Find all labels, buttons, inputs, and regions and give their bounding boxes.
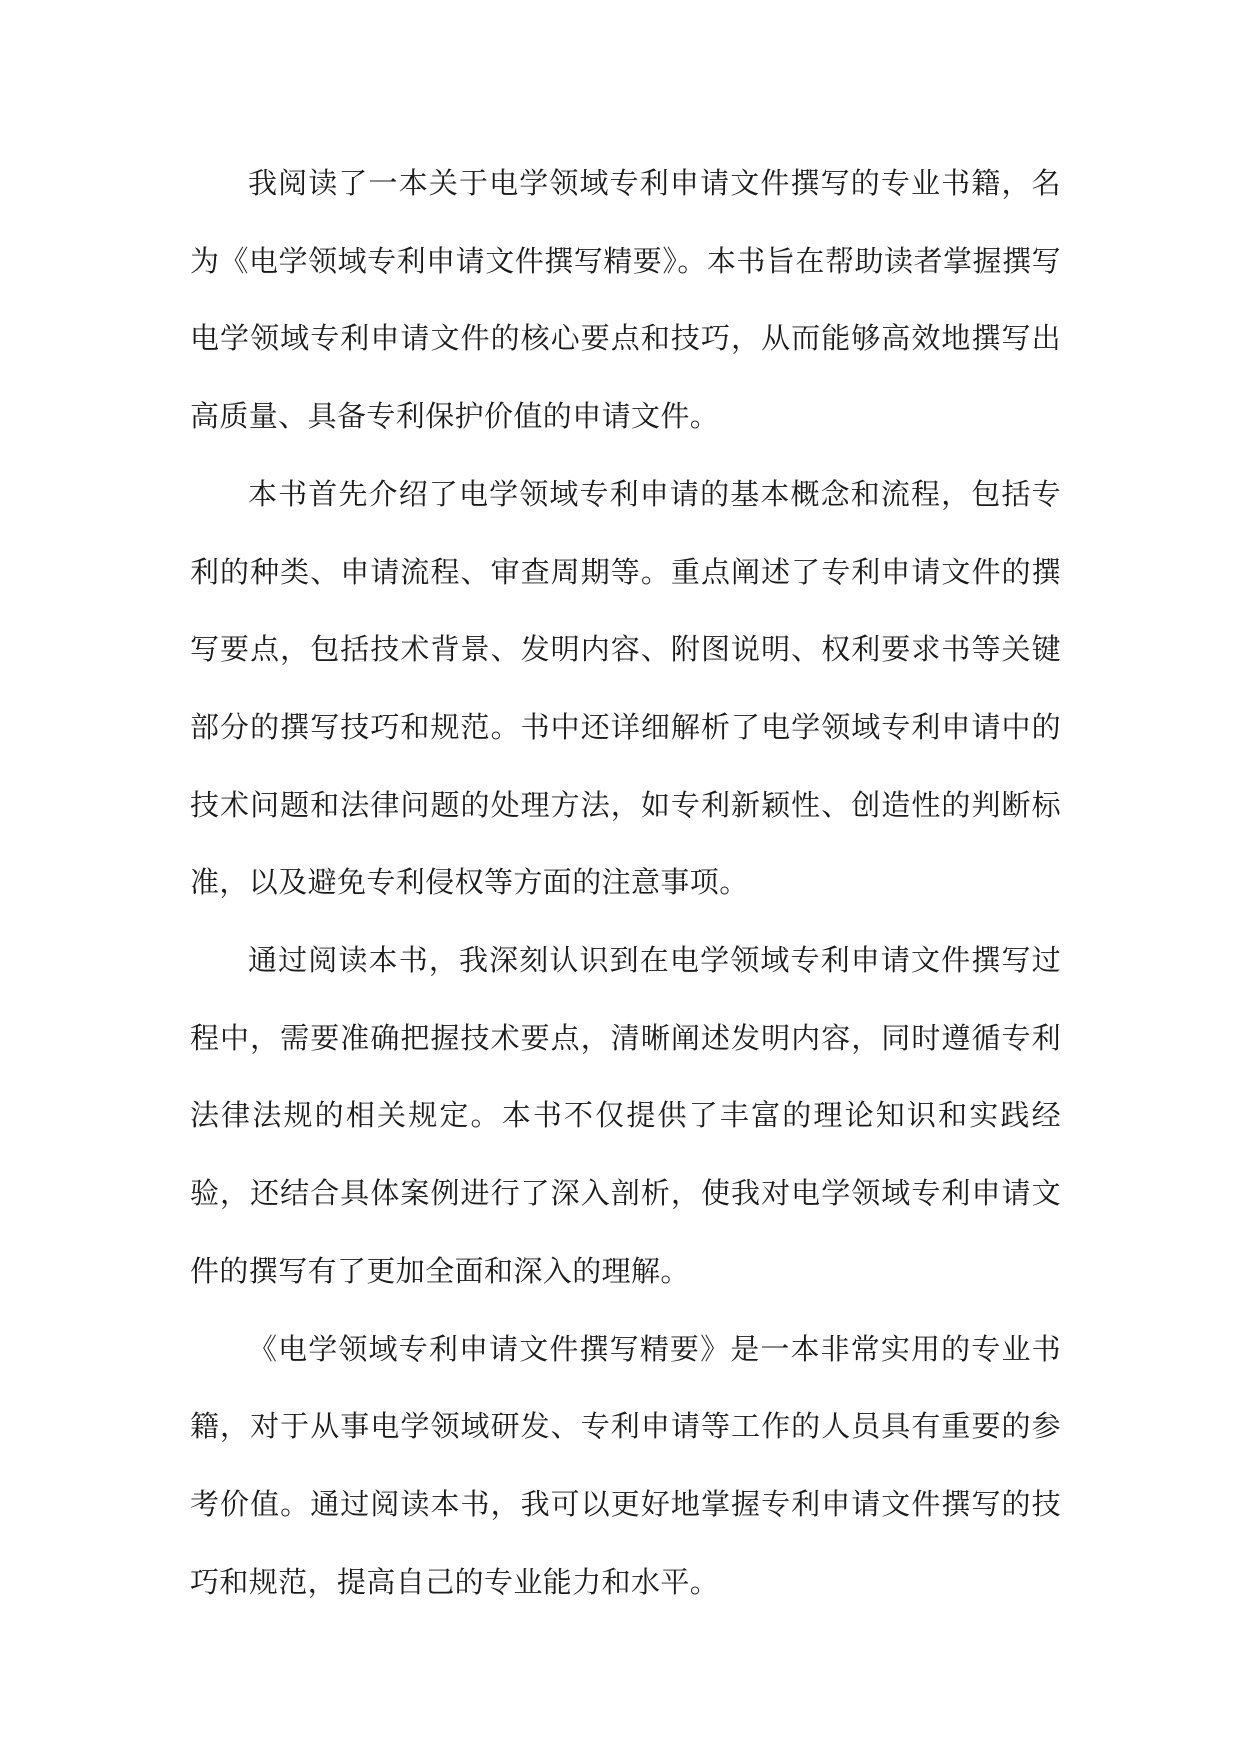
document-body	[190, 145, 1061, 1621]
paragraph-1: 我阅读了一本关于电学领域专利申请文件撰写的专业书籍，名为《电学领域专利申请文件撰写精要》。本书旨在帮助读者掌握撰写电学领域专利申请文件的核心要点和技巧，从而能够高效地撰写出高质量、具备专利保护价值的申请文件。	[190, 166, 1061, 434]
paragraph-3: 通过阅读本书，我深刻认识到在电学领域专利申请文件撰写过程中，需要准确把握技术要点，清晰阐述发明内容，同时遵循专利法律法规的相关规定。本书不仅提供了丰富的理论知识和实践经验，还结合具体案例进行了深入剖析，使我对电学领域专利申请文件的撰写有了更加全面和深入的理解。	[190, 943, 1061, 1288]
paragraph-2: 本书首先介绍了电学领域专利申请的基本概念和流程，包括专利的种类、申请流程、审查周期等。重点阐述了专利申请文件的撰写要点，包括技术背景、发明内容、附图说明、权利要求书等关键部分的撰写技巧和规范。书中还详细解析了电学领域专利申请中的技术问题和法律问题的处理方法，如专利新颖性、创造性的判断标准，以及避免专利侵权等方面的注意事项。	[190, 476, 1061, 900]
paragraph-4: 《电学领域专利申请文件撰写精要》是一本非常实用的专业书籍，对于从事电学领域研发、专利申请等工作的人员具有重要的参考价值。通过阅读本书，我可以更好地掌握专利申请文件撰写的技巧和规范，提高自己的专业能力和水平。	[190, 1331, 1061, 1599]
